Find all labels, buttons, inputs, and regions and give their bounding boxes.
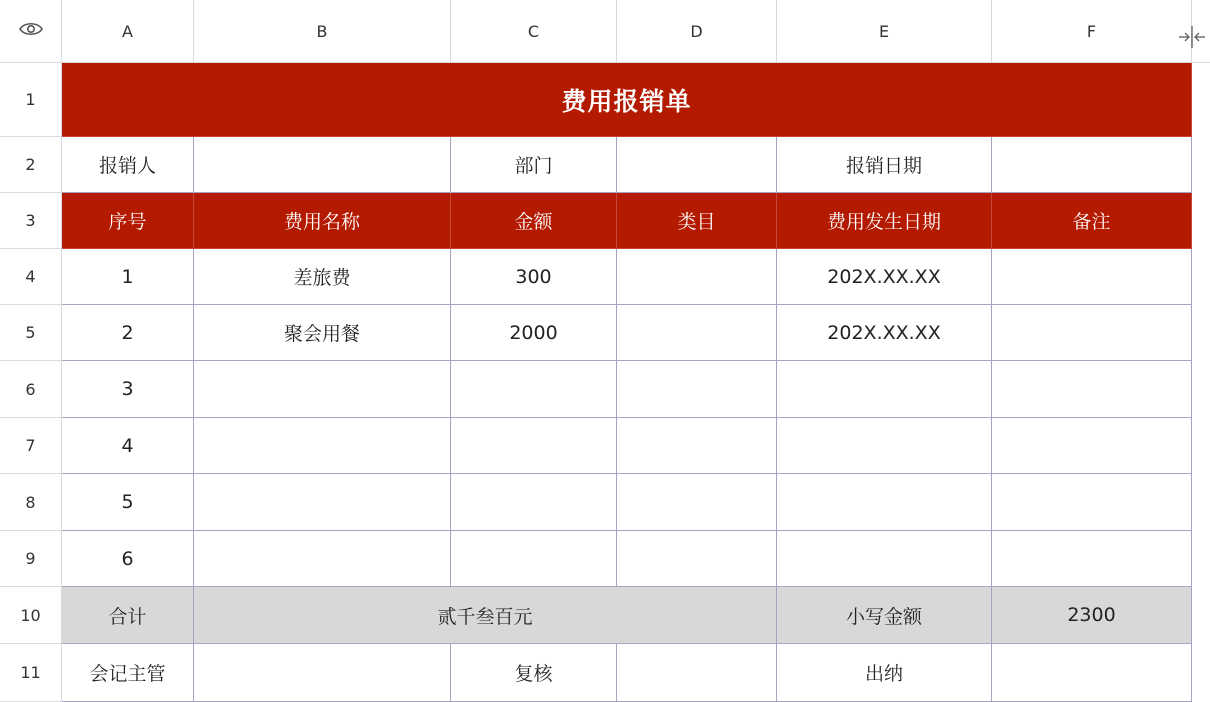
item-name[interactable]: 聚会用餐 — [194, 305, 451, 361]
item-name[interactable]: 差旅费 — [194, 249, 451, 305]
item-no[interactable]: 2 — [62, 305, 194, 361]
row-header-10[interactable]: 10 — [0, 587, 62, 644]
accountant-value[interactable] — [194, 644, 451, 702]
review-value[interactable] — [617, 644, 777, 702]
item-note[interactable] — [992, 418, 1192, 474]
item-no[interactable]: 6 — [62, 531, 194, 587]
item-category[interactable] — [617, 305, 777, 361]
item-no[interactable]: 4 — [62, 418, 194, 474]
row-header-11[interactable]: 11 — [0, 644, 62, 702]
item-note[interactable] — [992, 474, 1192, 531]
accountant-label[interactable]: 会记主管 — [62, 644, 194, 702]
reimburser-label[interactable]: 报销人 — [62, 137, 194, 193]
item-date[interactable]: 202X.XX.XX — [777, 249, 992, 305]
item-amount[interactable] — [451, 531, 617, 587]
header-expense-date[interactable]: 费用发生日期 — [777, 193, 992, 249]
row-header-5[interactable]: 5 — [0, 305, 62, 361]
item-date[interactable] — [777, 531, 992, 587]
item-category[interactable] — [617, 474, 777, 531]
reimburser-value[interactable] — [194, 137, 451, 193]
item-amount[interactable] — [451, 474, 617, 531]
item-no[interactable]: 3 — [62, 361, 194, 418]
row-header-7[interactable]: 7 — [0, 418, 62, 474]
item-amount[interactable] — [451, 361, 617, 418]
item-name[interactable] — [194, 418, 451, 474]
row-header-6[interactable]: 6 — [0, 361, 62, 418]
item-category[interactable] — [617, 361, 777, 418]
sheet-title[interactable]: 费用报销单 — [62, 63, 1192, 137]
item-date[interactable] — [777, 361, 992, 418]
row-header-8[interactable]: 8 — [0, 474, 62, 531]
item-date[interactable]: 202X.XX.XX — [777, 305, 992, 361]
item-category[interactable] — [617, 418, 777, 474]
row-header-2[interactable]: 2 — [0, 137, 62, 193]
lowercase-amount-label[interactable]: 小写金额 — [777, 587, 992, 644]
item-amount[interactable] — [451, 418, 617, 474]
header-amount[interactable]: 金额 — [451, 193, 617, 249]
header-no[interactable]: 序号 — [62, 193, 194, 249]
item-category[interactable] — [617, 249, 777, 305]
item-amount[interactable]: 2000 — [451, 305, 617, 361]
item-note[interactable] — [992, 361, 1192, 418]
row-header-9[interactable]: 9 — [0, 531, 62, 587]
cashier-value[interactable] — [992, 644, 1192, 702]
item-no[interactable]: 1 — [62, 249, 194, 305]
item-note[interactable] — [992, 305, 1192, 361]
row-header-1[interactable]: 1 — [0, 63, 62, 137]
column-header-e[interactable]: E — [777, 0, 992, 63]
item-date[interactable] — [777, 474, 992, 531]
header-category[interactable]: 类目 — [617, 193, 777, 249]
total-amount-in-words[interactable]: 贰千叁百元 — [194, 587, 777, 644]
column-header-a[interactable]: A — [62, 0, 194, 63]
item-name[interactable] — [194, 474, 451, 531]
item-date[interactable] — [777, 418, 992, 474]
header-expense-name[interactable]: 费用名称 — [194, 193, 451, 249]
department-value[interactable] — [617, 137, 777, 193]
column-header-c[interactable]: C — [451, 0, 617, 63]
review-label[interactable]: 复核 — [451, 644, 617, 702]
column-header-d[interactable]: D — [617, 0, 777, 63]
collapse-columns-icon[interactable] — [1177, 24, 1207, 54]
corner-cell[interactable] — [0, 0, 62, 63]
item-name[interactable] — [194, 361, 451, 418]
reimburse-date-label[interactable]: 报销日期 — [777, 137, 992, 193]
item-note[interactable] — [992, 531, 1192, 587]
item-note[interactable] — [992, 249, 1192, 305]
column-header-b[interactable]: B — [194, 0, 451, 63]
reimburse-date-value[interactable] — [992, 137, 1192, 193]
eye-icon[interactable] — [19, 21, 43, 41]
cashier-label[interactable]: 出纳 — [777, 644, 992, 702]
item-name[interactable] — [194, 531, 451, 587]
lowercase-amount-value[interactable]: 2300 — [992, 587, 1192, 644]
header-note[interactable]: 备注 — [992, 193, 1192, 249]
row-header-3[interactable]: 3 — [0, 193, 62, 249]
row-header-4[interactable]: 4 — [0, 249, 62, 305]
item-amount[interactable]: 300 — [451, 249, 617, 305]
item-category[interactable] — [617, 531, 777, 587]
total-label[interactable]: 合计 — [62, 587, 194, 644]
department-label[interactable]: 部门 — [451, 137, 617, 193]
item-no[interactable]: 5 — [62, 474, 194, 531]
column-header-f[interactable]: F — [992, 0, 1192, 63]
